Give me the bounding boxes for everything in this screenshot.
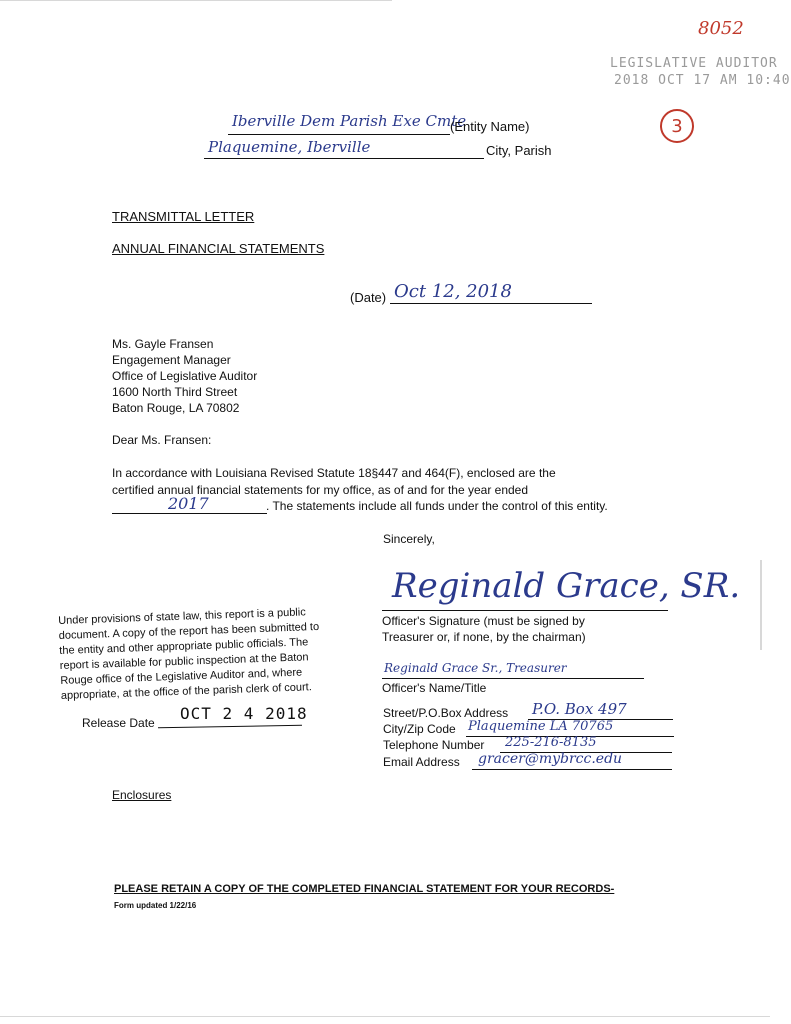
email-value: gracer@mybrcc.edu xyxy=(478,751,623,767)
officer-name-underline xyxy=(382,678,644,679)
release-date-label: Release Date xyxy=(82,716,155,730)
street-label: Street/P.O.Box Address xyxy=(383,706,509,720)
scan-edge-bottom xyxy=(0,1016,770,1017)
salutation: Dear Ms. Fransen: xyxy=(112,433,212,447)
notice-line-1: Under provisions of state law, this report is a public xyxy=(58,606,306,627)
annual-statements-heading: ANNUAL FINANCIAL STATEMENTS xyxy=(112,241,325,256)
notice-line-4: report is available for public inspection at the Baton xyxy=(59,651,309,672)
city-parish-underline xyxy=(204,158,484,159)
closing: Sincerely, xyxy=(383,532,435,546)
received-stamp-line2: 2018 OCT 17 AM 10:40 xyxy=(614,73,791,88)
body-line-2: certified annual financial statements for my office, as of and for the year ended xyxy=(112,483,529,497)
year-ended-value: 2017 xyxy=(168,494,209,513)
email-underline xyxy=(472,769,672,770)
city-zip-value: Plaquemine LA 70765 xyxy=(468,719,614,734)
recipient-street: 1600 North Third Street xyxy=(112,385,238,399)
date-value: Oct 12, 2018 xyxy=(394,281,512,302)
retain-copy-notice: PLEASE RETAIN A COPY OF THE COMPLETED FINANCIAL STATEMENT FOR YOUR RECORDS- xyxy=(114,883,615,895)
year-underline xyxy=(112,513,267,514)
notice-line-2: document. A copy of the report has been submitted to xyxy=(58,620,320,642)
circled-number: 3 xyxy=(660,109,694,143)
scan-edge-right xyxy=(760,560,762,650)
telephone-label: Telephone Number xyxy=(383,738,485,752)
officer-name-label: Officer's Name/Title xyxy=(382,681,487,695)
recipient-title: Engagement Manager xyxy=(112,353,231,367)
recipient-name: Ms. Gayle Fransen xyxy=(112,337,214,351)
body-line-3: . The statements include all funds under the control of this entity. xyxy=(266,499,608,513)
officer-name-value: Reginald Grace Sr., Treasurer xyxy=(384,661,567,675)
recipient-city: Baton Rouge, LA 70802 xyxy=(112,401,240,415)
release-date-stamp: OCT 2 4 2018 xyxy=(180,704,308,723)
signature-underline xyxy=(382,610,668,611)
scan-edge-top xyxy=(0,0,392,1)
telephone-value: 225-216-8135 xyxy=(505,735,597,750)
notice-line-6: appropriate, at the office of the parish clerk of court. xyxy=(60,681,313,702)
signature-label-line2: Treasurer or, if none, by the chairman) xyxy=(382,630,586,644)
date-label: (Date) xyxy=(350,290,387,305)
city-zip-label: City/Zip Code xyxy=(383,722,456,736)
recipient-office: Office of Legislative Auditor xyxy=(112,369,258,383)
street-value: P.O. Box 497 xyxy=(532,700,627,718)
body-line-1: In accordance with Louisiana Revised Statute 18§447 and 464(F), enclosed are the xyxy=(112,466,556,480)
notice-line-5: Rouge office of the Legislative Auditor and, where xyxy=(60,666,303,687)
signature-label-line1: Officer's Signature (must be signed by xyxy=(382,614,585,628)
release-date-underline xyxy=(158,725,302,729)
city-parish-label: City, Parish xyxy=(486,143,552,158)
received-stamp-line1: LEGISLATIVE AUDITOR xyxy=(610,56,778,71)
entity-name-underline xyxy=(228,134,450,135)
entity-name-label: (Entity Name) xyxy=(450,119,530,134)
transmittal-heading: TRANSMITTAL LETTER xyxy=(112,209,255,224)
notice-line-3: the entity and other appropriate public officials. The xyxy=(59,636,309,657)
city-parish-value: Plaquemine, Iberville xyxy=(208,138,371,156)
handwritten-number: 8052 xyxy=(698,18,744,39)
officer-signature: Reginald Grace, SR. xyxy=(392,566,741,606)
date-underline xyxy=(390,303,592,304)
form-updated: Form updated 1/22/16 xyxy=(114,901,197,910)
entity-name-value: Iberville Dem Parish Exe Cmte xyxy=(232,112,467,130)
enclosures: Enclosures xyxy=(112,788,172,802)
email-label: Email Address xyxy=(383,755,460,769)
public-record-notice xyxy=(58,605,321,704)
